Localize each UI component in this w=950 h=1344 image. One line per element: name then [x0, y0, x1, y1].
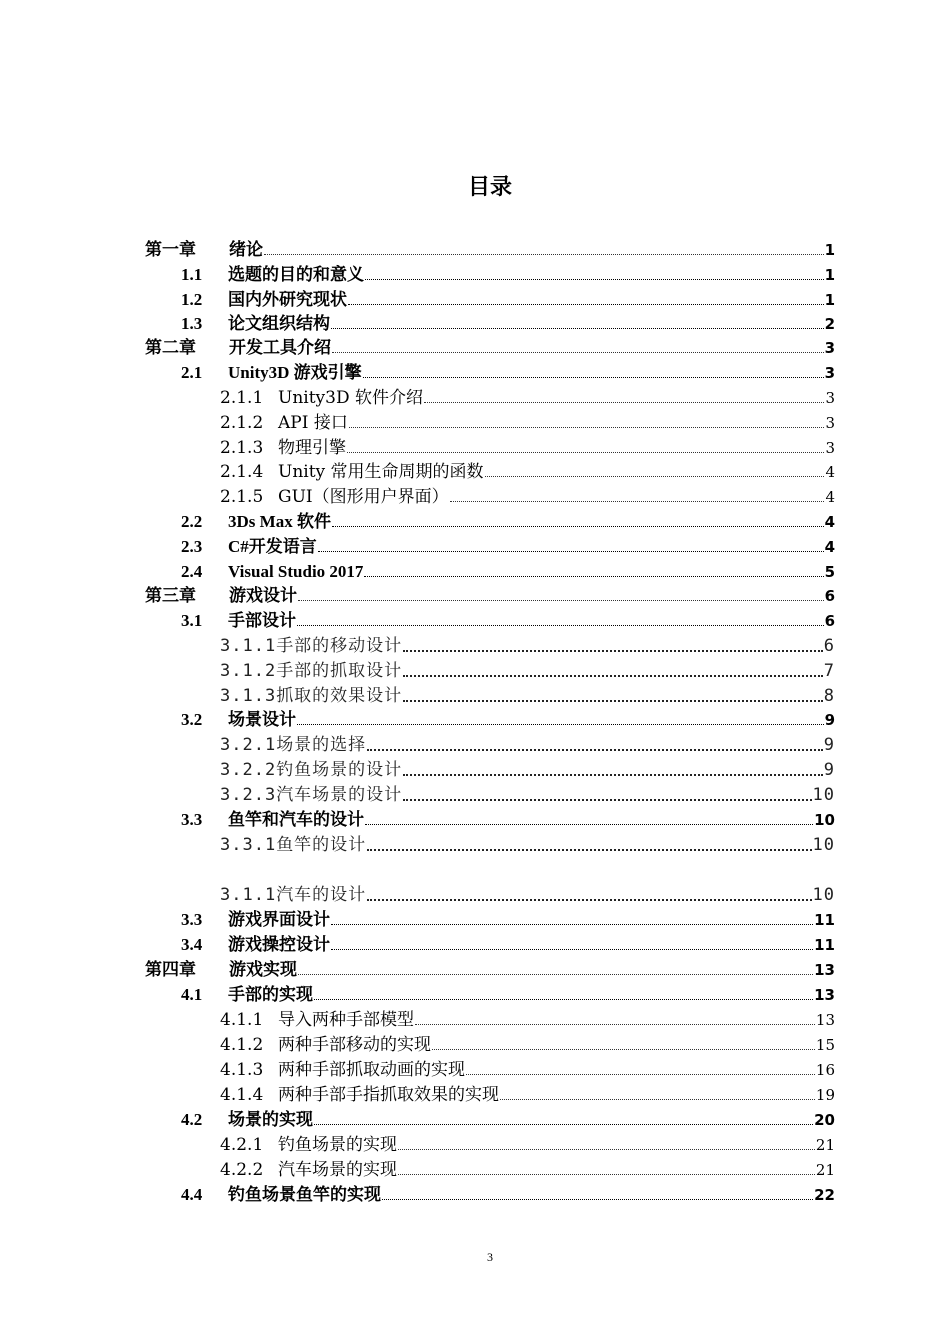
toc-entry-page: 3: [825, 439, 835, 457]
toc-entry-number: 4.4: [181, 1185, 203, 1204]
toc-entry-number: 3.3: [181, 810, 203, 829]
toc-entry-page: 9: [823, 735, 835, 755]
toc-entry-page: 11: [814, 911, 835, 929]
toc-leader-dots: [348, 303, 824, 305]
toc-entry-title: 手部的移动设计: [276, 636, 403, 656]
toc-entry-page: 5: [824, 563, 835, 581]
toc-entry-number: 3.2.3: [220, 785, 277, 805]
toc-entry[interactable]: [181, 981, 835, 1005]
toc-entry[interactable]: [220, 458, 835, 482]
toc-entry[interactable]: [181, 1181, 835, 1205]
toc-leader-dots: [367, 748, 823, 751]
toc-entry-number: 3.1: [181, 611, 203, 630]
toc-entry[interactable]: [220, 1081, 835, 1105]
toc-leader-dots: [314, 998, 813, 1000]
toc-entry-page: 10: [814, 811, 835, 829]
toc-entry-title: 两种手部移动的实现: [278, 1035, 431, 1055]
toc-entry-page: 13: [815, 1011, 835, 1029]
toc-entry-title: 两种手部抓取动画的实现: [278, 1060, 465, 1080]
toc-leader-dots: [298, 599, 824, 601]
toc-entry-page: 13: [814, 961, 835, 979]
toc-entry-title: 场景的选择: [276, 735, 367, 755]
toc-entry[interactable]: [181, 286, 835, 310]
toc-leader-dots: [367, 848, 811, 851]
toc-entry-number: 3.1.1: [220, 885, 277, 905]
toc-entry-title: 汽车的设计: [276, 885, 367, 905]
toc-entry-title: 绪论: [229, 240, 263, 260]
toc-entry[interactable]: [181, 706, 835, 730]
toc-entry-page: 6: [823, 636, 835, 656]
toc-entry-page: 13: [814, 986, 835, 1004]
toc-leader-dots: [367, 898, 811, 901]
toc-entry-number: 3.3: [181, 910, 203, 929]
toc-entry-number: 3.1.2: [220, 661, 277, 681]
toc-leader-dots: [364, 575, 823, 577]
toc-entry-number: 4.2: [181, 1110, 203, 1129]
toc-leader-dots: [298, 973, 813, 975]
toc-leader-dots: [432, 1048, 815, 1050]
toc-leader-dots: [349, 426, 825, 428]
toc-entry-page: 4: [825, 488, 835, 506]
toc-leader-dots: [365, 823, 813, 825]
toc-entry[interactable]: [220, 731, 835, 755]
toc-entry-title: 3Ds Max 软件: [228, 512, 331, 531]
toc-leader-dots: [403, 674, 823, 677]
toc-entry-title: 汽车场景的实现: [278, 1160, 397, 1180]
toc-entry-number: 4.1.3: [220, 1060, 264, 1080]
toc-entry-number: 3.3.1: [220, 835, 277, 855]
toc-entry-title: 手部的实现: [228, 985, 313, 1005]
toc-entry[interactable]: [181, 607, 835, 631]
toc-entry-number: 2.1.4: [220, 462, 264, 482]
toc-entry-title: 物理引擎: [278, 438, 346, 458]
toc-entry-page: 22: [814, 1186, 835, 1204]
toc-entry-title: 国内外研究现状: [228, 290, 347, 310]
toc-entry-number: 2.3: [181, 537, 203, 556]
toc-entry-page: 6: [824, 587, 835, 605]
toc-entry[interactable]: [220, 1056, 835, 1080]
toc-leader-dots: [382, 1198, 813, 1200]
toc-entry-title: API 接口: [278, 413, 348, 433]
toc-entry-page: 21: [815, 1136, 835, 1154]
toc-entry-number: 2.1.1: [220, 388, 264, 408]
toc-entry-title: 抓取的效果设计: [276, 686, 403, 706]
toc-entry-title: C#开发语言: [228, 537, 317, 556]
toc-leader-dots: [424, 401, 824, 403]
toc-entry[interactable]: [181, 806, 835, 830]
toc-entry-number: 4.2.1: [220, 1135, 264, 1155]
toc-entry-page: 4: [824, 513, 835, 531]
toc-entry[interactable]: [145, 582, 835, 606]
toc-entry-title: 游戏设计: [229, 586, 297, 606]
toc-leader-dots: [331, 923, 813, 925]
toc-entry[interactable]: [220, 756, 835, 780]
toc-entry-page: 19: [815, 1086, 835, 1104]
toc-entry-title: 鱼竿的设计: [276, 835, 367, 855]
toc-entry[interactable]: [220, 831, 835, 855]
toc-entry-page: 4: [825, 463, 835, 481]
toc-entry-page: 3: [825, 389, 835, 407]
toc-entry-number: 2.1.3: [220, 438, 264, 458]
toc-entry[interactable]: [145, 236, 835, 260]
toc-entry[interactable]: [220, 1156, 835, 1180]
toc-entry-page: 6: [824, 612, 835, 630]
toc-entry-page: 2: [824, 315, 835, 333]
toc-entry-title: Unity3D 软件介绍: [278, 388, 423, 408]
toc-entry-number: 3.2.2: [220, 760, 277, 780]
toc-entry-page: 3: [824, 364, 835, 382]
toc-entry-number: 4.1.1: [220, 1010, 264, 1030]
toc-entry-page: 10: [812, 785, 835, 805]
toc-leader-dots: [297, 723, 824, 725]
toc-entry[interactable]: [145, 956, 835, 980]
toc-entry-number: 2.1.2: [220, 413, 264, 433]
toc-entry[interactable]: [181, 906, 835, 930]
toc-leader-dots: [297, 624, 824, 626]
toc-entry-number: 4.1: [181, 985, 203, 1004]
toc-leader-dots: [415, 1023, 815, 1025]
toc-entry[interactable]: [181, 533, 835, 557]
toc-entry-page: 21: [815, 1161, 835, 1179]
toc-entry[interactable]: [181, 558, 835, 582]
toc-leader-dots: [363, 376, 824, 378]
toc-entry-page: 9: [824, 711, 835, 729]
toc-leader-dots: [398, 1173, 815, 1175]
toc-entry[interactable]: [220, 409, 835, 433]
toc-entry[interactable]: [220, 632, 835, 656]
toc-entry-page: 1: [824, 241, 835, 259]
toc-leader-dots: [398, 1148, 815, 1150]
toc-entry[interactable]: [220, 881, 835, 905]
toc-entry[interactable]: [220, 1006, 835, 1030]
toc-leader-dots: [403, 699, 823, 702]
toc-entry[interactable]: [220, 384, 835, 408]
toc-entry-number: 4.2.2: [220, 1160, 264, 1180]
toc-entry-number: 第一章: [145, 240, 196, 260]
toc-entry-title: Unity3D 游戏引擎: [228, 363, 362, 382]
toc-entry-number: 1.2: [181, 290, 203, 309]
toc-entry[interactable]: [181, 1106, 835, 1130]
toc-entry[interactable]: [181, 931, 835, 955]
toc-entry[interactable]: [220, 434, 835, 458]
toc-entry[interactable]: [181, 310, 835, 334]
toc-entry[interactable]: [181, 261, 835, 285]
toc-entry-number: 3.1.3: [220, 686, 277, 706]
toc-entry-title: 游戏实现: [229, 960, 297, 980]
toc-entry-page: 9: [823, 760, 835, 780]
page-number: 3: [487, 1250, 493, 1264]
toc-leader-dots: [403, 773, 823, 776]
toc-entry-page: 10: [812, 835, 835, 855]
toc-entry-number: 3.1.1: [220, 636, 277, 656]
toc-entry-page: 3: [825, 414, 835, 432]
toc-entry[interactable]: [220, 1131, 835, 1155]
toc-entry-title: 选题的目的和意义: [228, 265, 364, 285]
toc-entry-title: 鱼竿和汽车的设计: [228, 810, 364, 830]
toc-entry[interactable]: [220, 657, 835, 681]
toc-leader-dots: [403, 798, 811, 801]
toc-entry[interactable]: [181, 359, 835, 383]
toc-entry-title: 游戏界面设计: [228, 910, 330, 930]
toc-entry-number: 3.2: [181, 710, 203, 729]
toc-entry-number: 第二章: [145, 338, 196, 358]
toc-leader-dots: [332, 525, 824, 527]
toc-entry[interactable]: [220, 781, 835, 805]
toc-entry-number: 第四章: [145, 960, 196, 980]
toc-entry[interactable]: [181, 508, 835, 532]
toc-leader-dots: [318, 550, 824, 552]
toc-entry-page: 1: [824, 291, 835, 309]
toc-entry-number: 2.1.5: [220, 487, 264, 507]
toc-entry-title: 场景设计: [228, 710, 296, 730]
toc-entry-title: 钓鱼场景鱼竿的实现: [228, 1185, 381, 1205]
toc-leader-dots: [365, 278, 824, 280]
toc-entry-number: 2.2: [181, 512, 203, 531]
toc-entry-number: 1.1: [181, 265, 203, 284]
toc-entry-title: 手部的抓取设计: [276, 661, 403, 681]
toc-entry-number: 第三章: [145, 586, 196, 606]
toc-entry-title: 钓鱼场景的设计: [276, 760, 403, 780]
toc-entry-title: 两种手部手指抓取效果的实现: [278, 1085, 499, 1105]
toc-entry-page: 3: [824, 339, 835, 357]
toc-leader-dots: [331, 327, 824, 329]
page-title: 目录: [467, 175, 512, 200]
toc-entry[interactable]: [145, 334, 835, 358]
toc-entry-page: 11: [814, 936, 835, 954]
toc-entry-number: 2.4: [181, 562, 203, 581]
toc-entry[interactable]: [220, 483, 835, 507]
toc-entry-page: 7: [823, 661, 835, 681]
toc-entry-title: GUI（图形用户界面）: [278, 487, 449, 507]
toc-leader-dots: [500, 1098, 815, 1100]
toc-entry-page: 20: [814, 1111, 835, 1129]
toc-entry-page: 15: [815, 1036, 835, 1054]
toc-leader-dots: [314, 1123, 813, 1125]
toc-leader-dots: [403, 649, 823, 652]
toc-entry[interactable]: [220, 682, 835, 706]
toc-leader-dots: [332, 351, 824, 353]
toc-leader-dots: [450, 500, 825, 502]
toc-entry-number: 4.1.4: [220, 1085, 264, 1105]
toc-leader-dots: [264, 253, 824, 255]
toc-entry-number: 3.4: [181, 935, 203, 954]
toc-entry-title: 手部设计: [228, 611, 296, 631]
toc-entry-page: 16: [815, 1061, 835, 1079]
toc-entry-page: 8: [823, 686, 835, 706]
toc-entry-title: 导入两种手部模型: [278, 1010, 414, 1030]
toc-entry-title: 场景的实现: [228, 1110, 313, 1130]
toc-entry-number: 4.1.2: [220, 1035, 264, 1055]
toc-entry-page: 4: [824, 538, 835, 556]
toc-leader-dots: [466, 1073, 815, 1075]
toc-entry[interactable]: [220, 1031, 835, 1055]
toc-entry-number: 2.1: [181, 363, 203, 382]
toc-entry-title: Visual Studio 2017: [228, 562, 364, 581]
toc-entry-page: 1: [824, 266, 835, 284]
toc-leader-dots: [485, 475, 825, 477]
toc-entry-page: 10: [812, 885, 835, 905]
toc-entry-title: 汽车场景的设计: [276, 785, 403, 805]
toc-entry-title: 论文组织结构: [228, 314, 330, 334]
toc-entry-number: 3.2.1: [220, 735, 277, 755]
toc-entry-title: 开发工具介绍: [229, 338, 331, 358]
toc-entry-title: 钓鱼场景的实现: [278, 1135, 397, 1155]
toc-leader-dots: [331, 948, 813, 950]
toc-entry-number: 1.3: [181, 314, 203, 333]
toc-entry-title: Unity 常用生命周期的函数: [278, 462, 484, 482]
toc-entry-title: 游戏操控设计: [228, 935, 330, 955]
toc-leader-dots: [347, 451, 824, 453]
